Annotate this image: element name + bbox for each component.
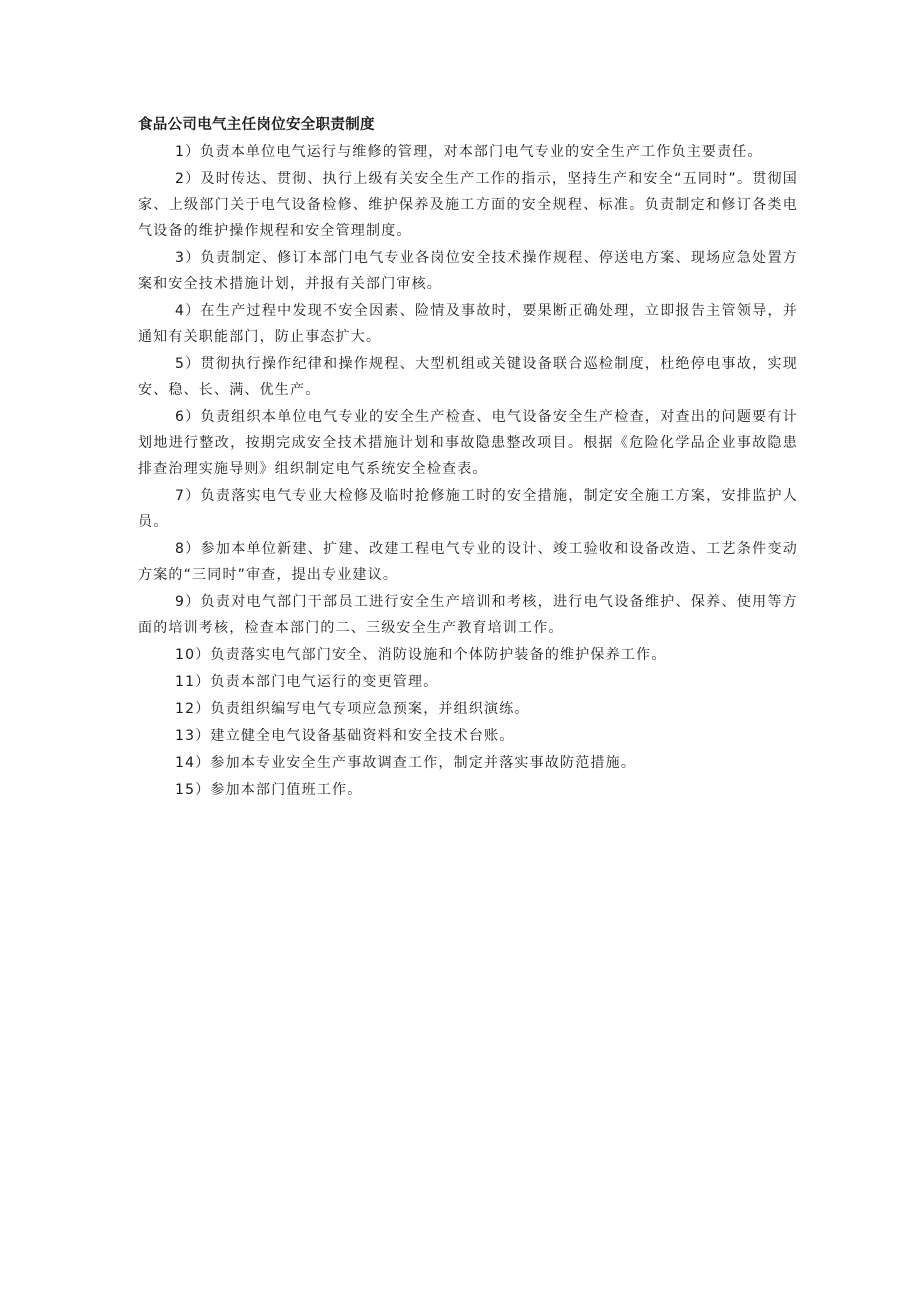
document-title: 食品公司电气主任岗位安全职责制度 (138, 117, 375, 133)
list-item: 15）参加本部门值班工作。 (175, 782, 363, 798)
list-item: 13）建立健全电气设备基础资料和安全技术台账。 (175, 728, 515, 744)
list-item: 5）贯彻执行操作纪律和操作规程、大型机组或关键设备联合巡检制度，杜绝停电事故，实现安、稳、长、满、优生产。 (138, 356, 798, 398)
list-item: 8）参加本单位新建、扩建、改建工程电气专业的设计、竣工验收和设备改造、工艺条件变动方案的“三同时”审查，提出专业建议。 (138, 541, 798, 583)
list-item: 2）及时传达、贯彻、执行上级有关安全生产工作的指示，坚持生产和安全“五同时”。贯彻国家、上级部门关于电气设备检修、维护保养及施工方面的安全规程、标准。负责制定和修订各类电气设备的维护操作规程和安全管理制度。 (138, 171, 798, 239)
list-item: 6）负责组织本单位电气专业的安全生产检查、电气设备安全生产检查，对查出的问题要有计划地进行整改，按期完成安全技术措施计划和事故隐患整改项目。根据《危险化学品企业事故隐患排查治理实施导则》组织制定电气系统安全检查表。 (138, 409, 798, 477)
list-item: 4）在生产过程中发现不安全因素、险情及事故时，要果断正确处理，立即报告主管领导，并通知有关职能部门，防止事态扩大。 (138, 303, 798, 345)
list-item: 14）参加本专业安全生产事故调查工作，制定并落实事故防范措施。 (175, 755, 637, 771)
document-page (138, 112, 798, 804)
list-item: 12）负责组织编写电气专项应急预案，并组织演练。 (175, 701, 530, 717)
list-item: 1）负责本单位电气运行与维修的管理，对本部门电气专业的安全生产工作负主要责任。 (175, 144, 763, 160)
list-item: 3）负责制定、修订本部门电气专业各岗位安全技术操作规程、停送电方案、现场应急处置方案和安全技术措施计划，并报有关部门审核。 (138, 250, 798, 292)
list-item: 9）负责对电气部门干部员工进行安全生产培训和考核，进行电气设备维护、保养、使用等方面的培训考核，检查本部门的二、三级安全生产教育培训工作。 (138, 594, 798, 636)
list-item: 10）负责落实电气部门安全、消防设施和个体防护装备的维护保养工作。 (175, 647, 667, 663)
list-item: 7）负责落实电气专业大检修及临时抢修施工时的安全措施，制定安全施工方案，安排监护人员。 (138, 488, 798, 530)
list-item: 11）负责本部门电气运行的变更管理。 (175, 674, 439, 690)
